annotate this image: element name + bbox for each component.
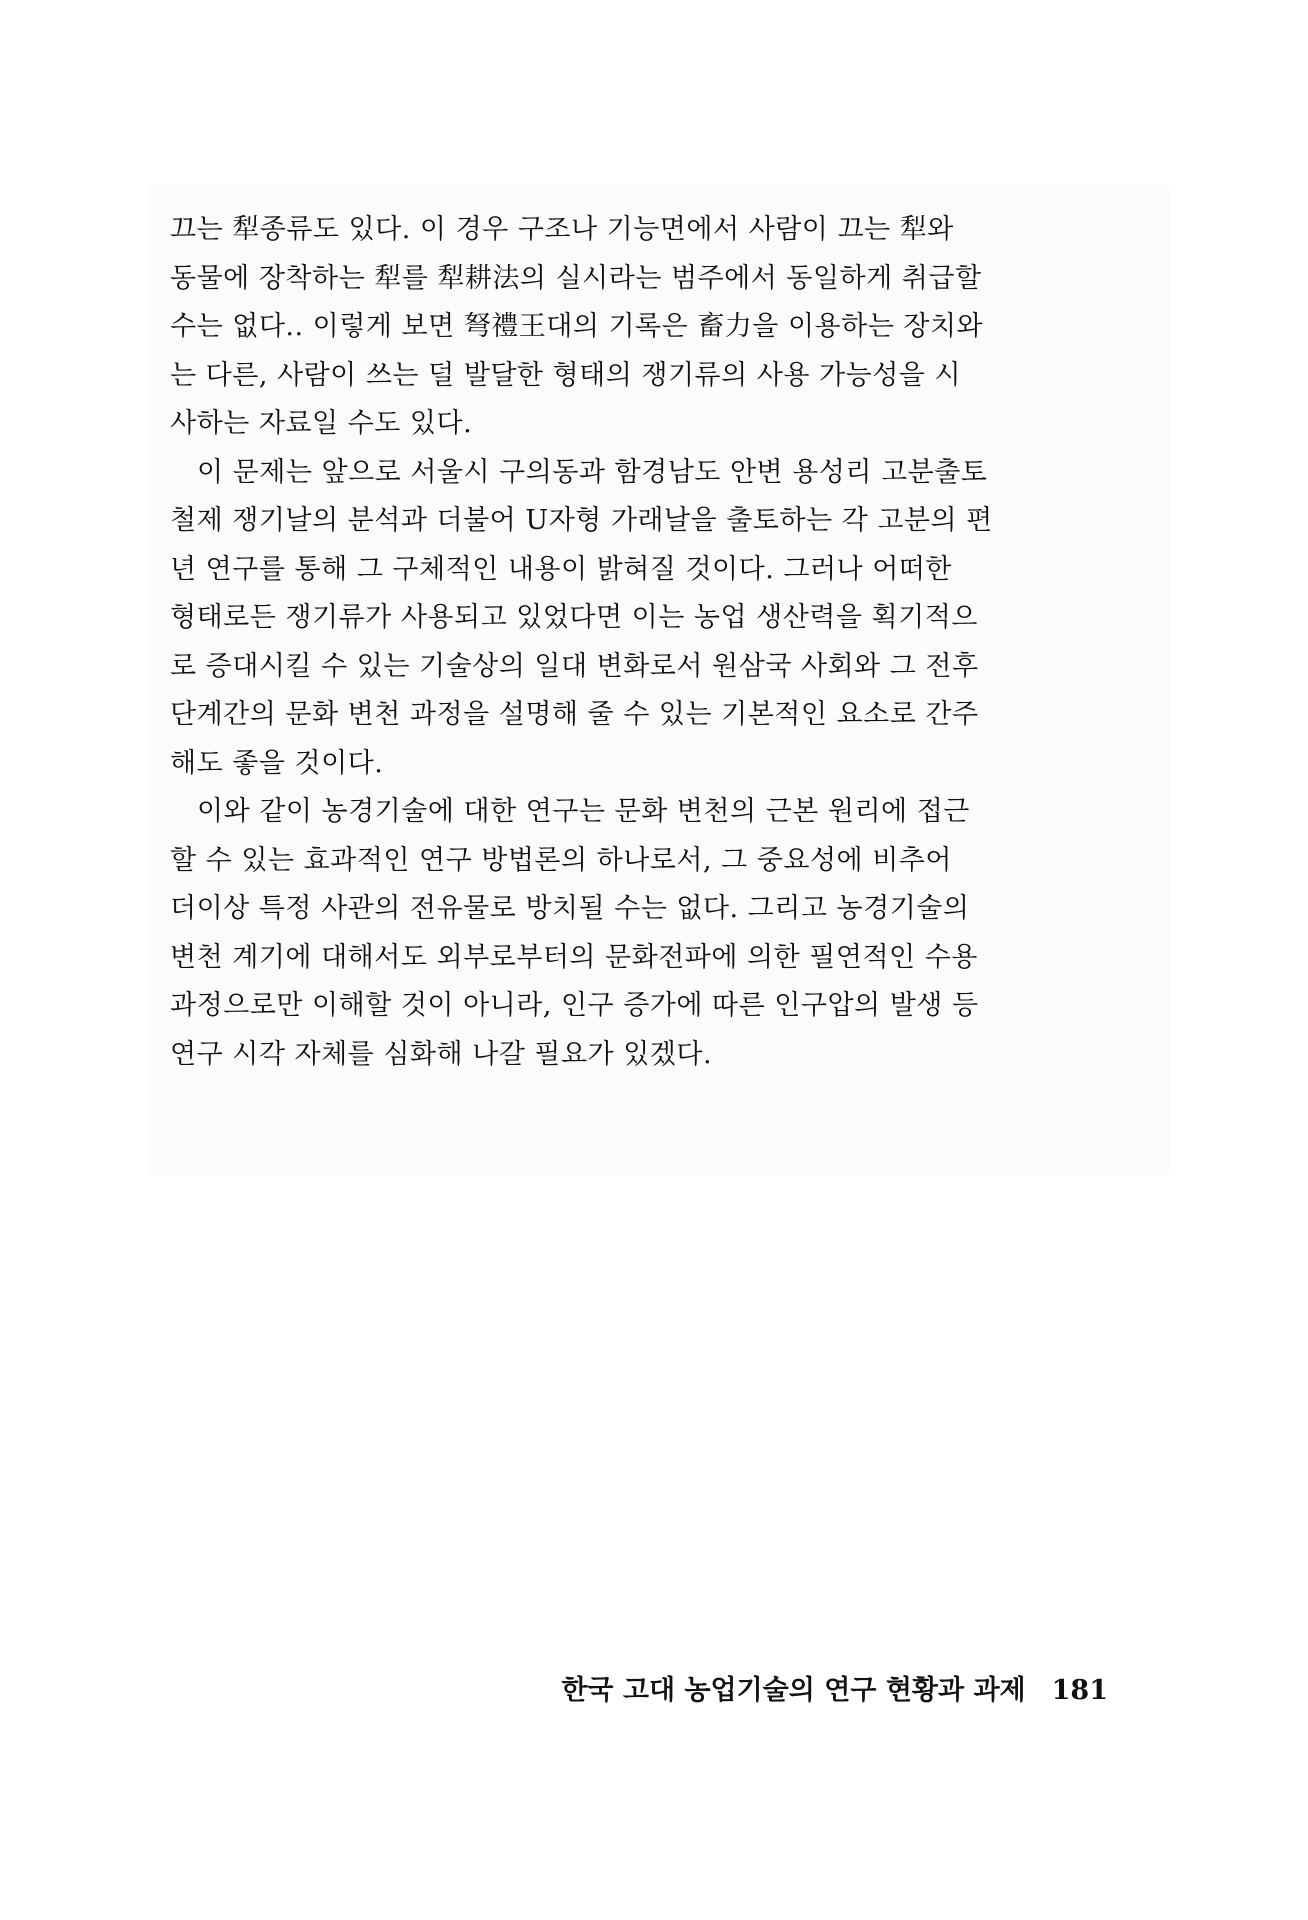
text-line: 로 증대시킬 수 있는 기술상의 일대 변화로서 원삼국 사회와 그 전후 — [170, 650, 979, 682]
text-line: 형태로든 쟁기류가 사용되고 있었다면 이는 농업 생산력을 획기적으 — [170, 602, 978, 633]
text-line: 동물에 장착하는 犁를 犁耕法의 실시라는 범주에서 동일하게 취급할 — [170, 262, 982, 294]
text-line: 철제 쟁기날의 분석과 더불어 U자형 가래날을 출토하는 각 고분의 편 — [170, 505, 993, 536]
text-line: 해도 좋을 것이다. — [170, 747, 384, 779]
text-line: 변천 계기에 대해서도 외부로부터의 문화전파에 의한 필연적인 수용 — [170, 941, 978, 973]
text-line: 수는 없다.. 이렇게 보면 弩禮王대의 기록은 畜力을 이용하는 장치와 — [170, 311, 984, 342]
body-text — [170, 206, 1110, 1079]
text-line: 이 문제는 앞으로 서울시 구의동과 함경남도 안변 용성리 고분출토 — [197, 456, 988, 488]
text-line: 끄는 犁종류도 있다. 이 경우 구조나 기능면에서 사람이 끄는 犁와 — [170, 214, 954, 245]
text-line: 사하는 자료일 수도 있다. — [170, 408, 473, 439]
text-line: 이와 같이 농경기술에 대한 연구는 문화 변천의 근본 원리에 접근 — [197, 796, 970, 827]
text-line: 할 수 있는 효과적인 연구 방법론의 하나로서, 그 중요성에 비추어 — [170, 844, 952, 876]
running-title: 한국 고대 농업기술의 연구 현황과 과제 — [561, 1675, 1026, 1706]
text-line: 과정으로만 이해할 것이 아니라, 인구 증가에 따른 인구압의 발생 등 — [170, 990, 979, 1021]
text-line: 는 다른, 사람이 쓰는 덜 발달한 형태의 쟁기류의 사용 가능성을 시 — [170, 359, 962, 391]
text-line: 연구 시각 자체를 심화해 나갈 필요가 있겠다. — [170, 1038, 713, 1070]
page-number: 181 — [1051, 1675, 1108, 1706]
text-line: 년 연구를 통해 그 구체적인 내용이 밝혀질 것이다. 그러나 어떠한 — [170, 553, 952, 585]
text-line: 더이상 특정 사관의 전유물로 방치될 수는 없다. 그리고 농경기술의 — [170, 893, 970, 924]
page-footer — [0, 1668, 1108, 1707]
text-line: 단계간의 문화 변천 과정을 설명해 줄 수 있는 기본적인 요소로 간주 — [170, 699, 979, 730]
